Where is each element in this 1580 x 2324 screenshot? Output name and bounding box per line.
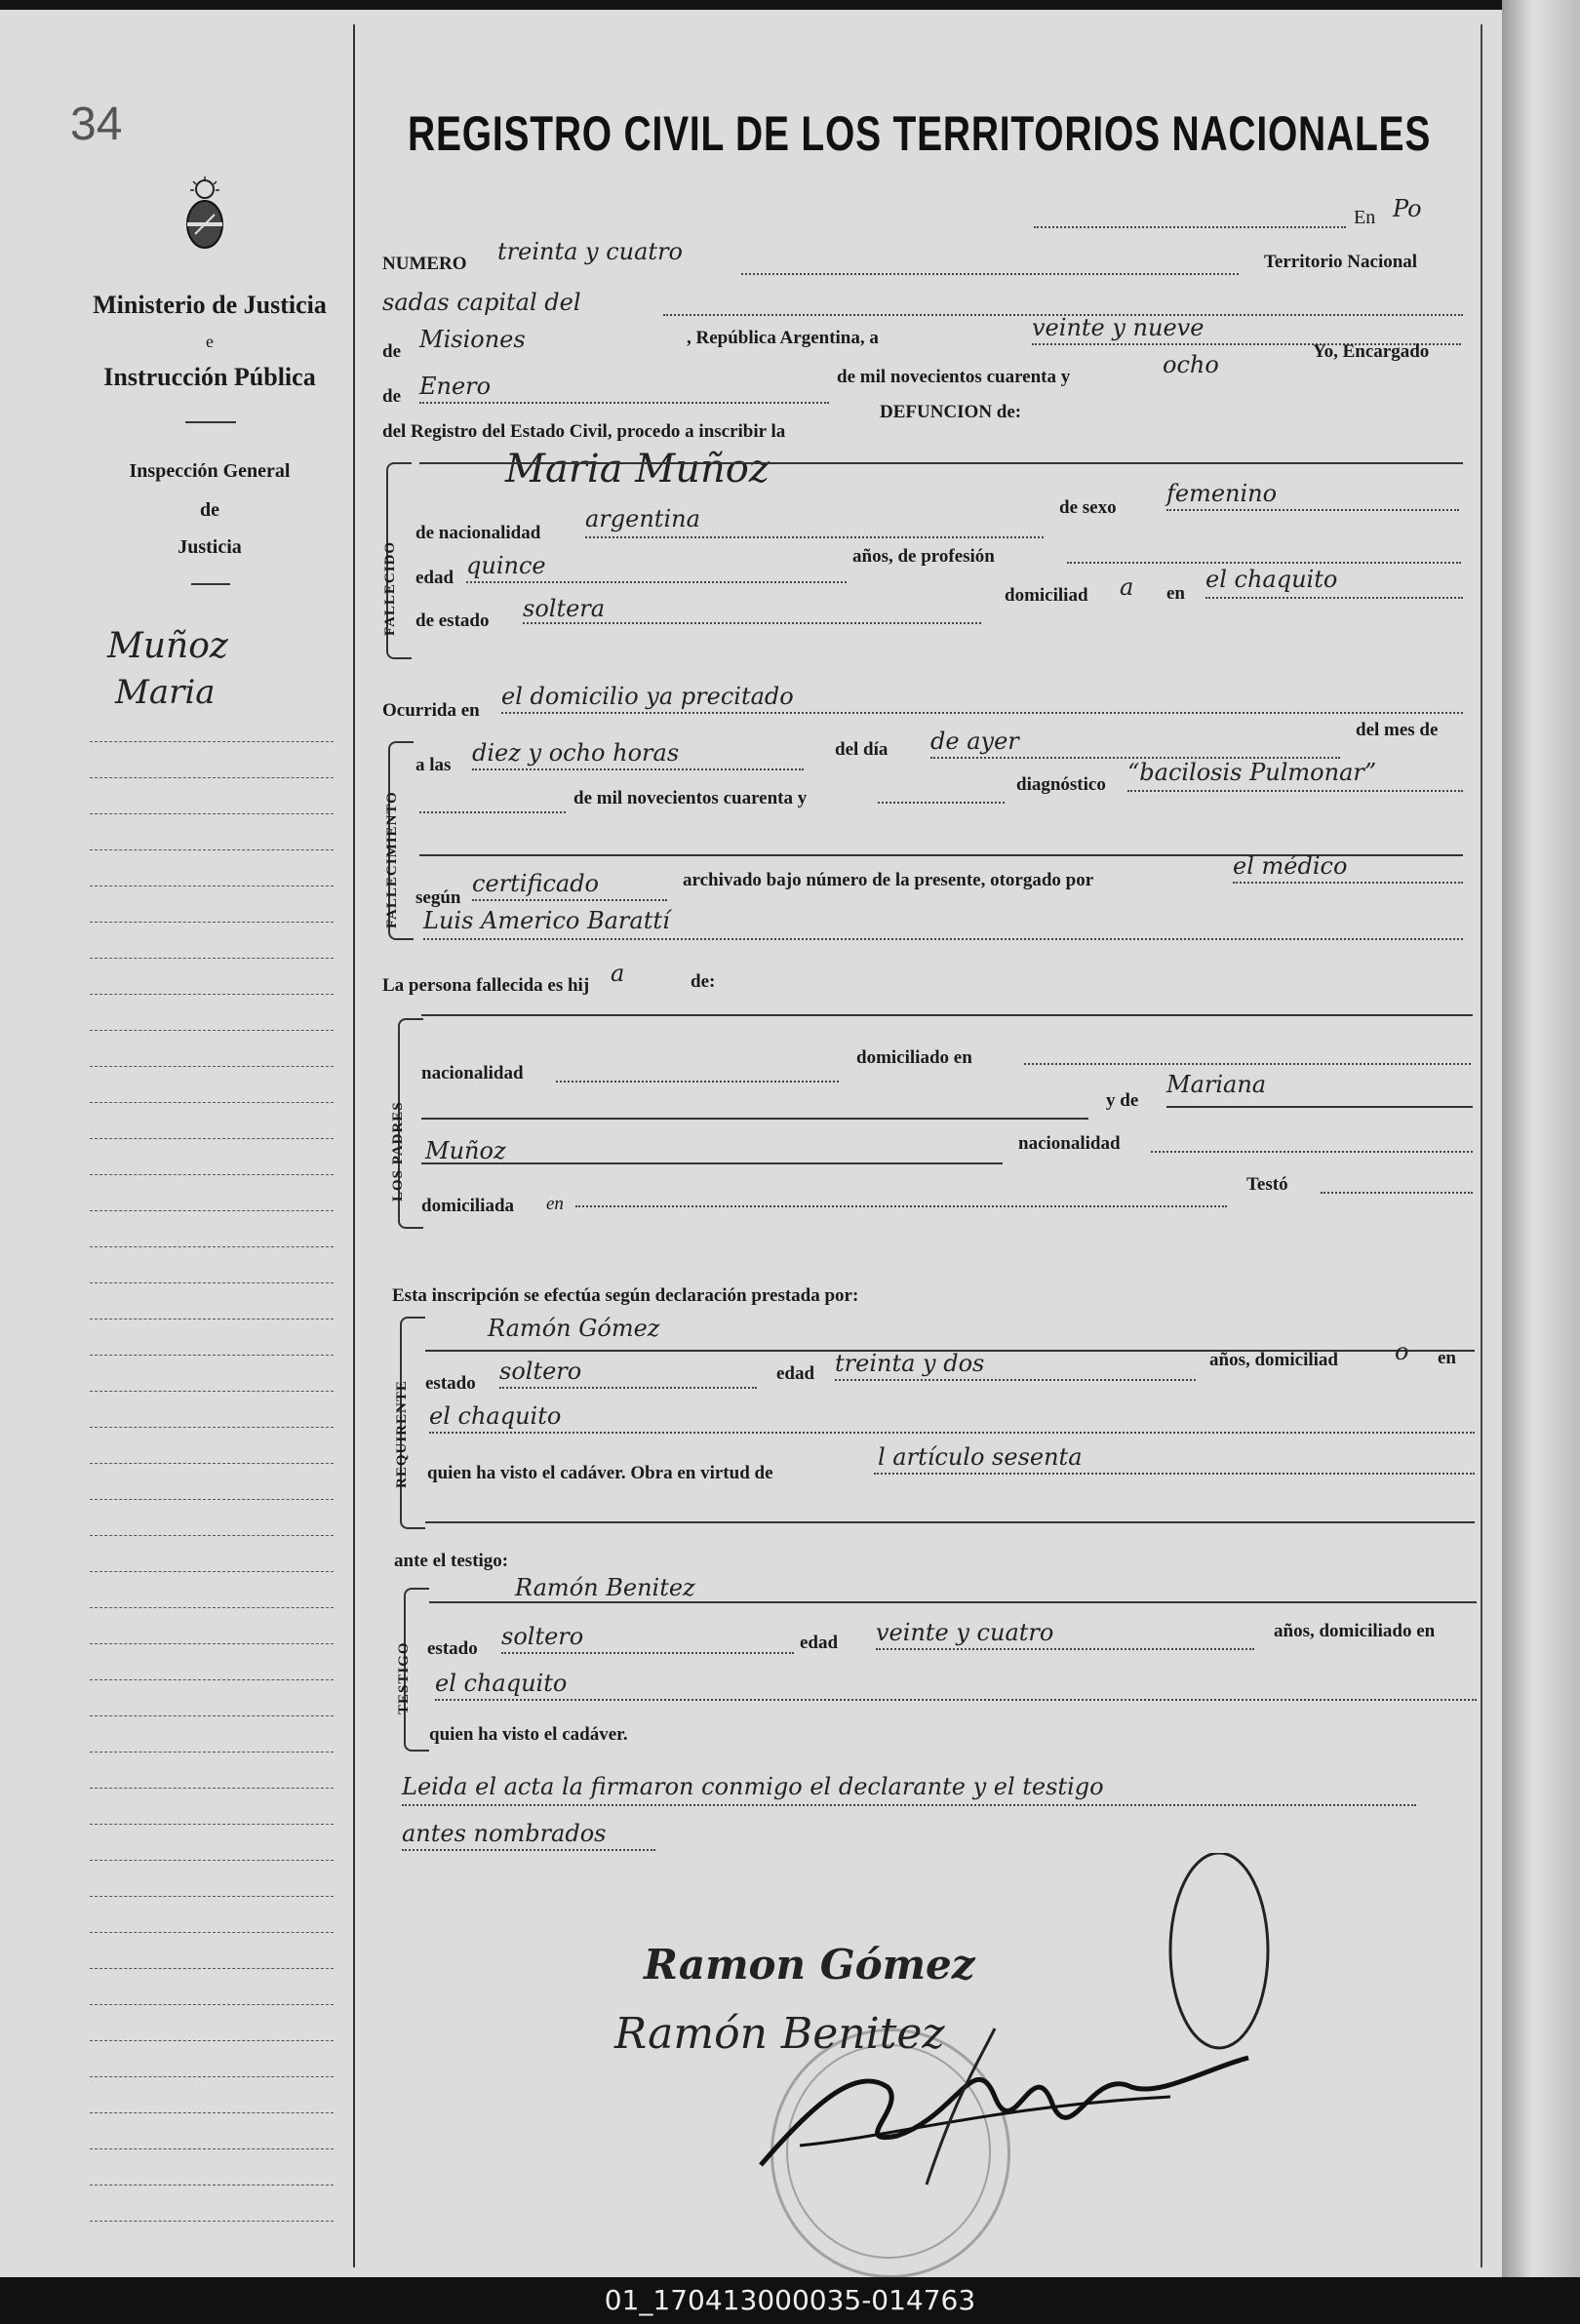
requirente-domicilio: el chaquito: [429, 1402, 562, 1430]
domicilio-value: el chaquito: [1205, 566, 1338, 593]
margin-ruled-line: [90, 958, 334, 959]
sexo-value: femenino: [1166, 480, 1278, 507]
testigo-estado-value: soltero: [501, 1623, 584, 1650]
archivado-label: archivado bajo número de la presente, otorgado por: [683, 870, 1094, 890]
requirente-edad-label: edad: [776, 1363, 815, 1384]
inspection-line-1: Inspección General: [129, 460, 291, 482]
day-value: veinte y nueve: [1032, 314, 1205, 341]
edad-value: quince: [466, 552, 546, 579]
en-value: Po: [1393, 195, 1422, 222]
padres-intro-label: La persona fallecida es hij: [382, 975, 590, 996]
mes-label: del mes de: [1356, 720, 1439, 740]
scan-identifier: 01_170413000035-014763: [604, 2284, 976, 2316]
numero-dots: [741, 273, 1239, 275]
testigo-edad-dots: [876, 1648, 1254, 1650]
margin-note-name: Maria: [115, 673, 216, 712]
registro-label: del Registro del Estado Civil, procedo a inscribir la: [382, 421, 786, 442]
medico-dots: [423, 938, 1463, 940]
margin-ruled-line: [90, 2112, 334, 2113]
requirente-estado-value: soltero: [499, 1358, 582, 1385]
ocurrida-label: Ocurrida en: [382, 700, 480, 721]
domiciliad-label: domiciliad: [1005, 585, 1088, 606]
coat-of-arms-icon: [181, 176, 228, 254]
requirente-anios-value: o: [1395, 1338, 1409, 1365]
requirente-estado-dots: [499, 1387, 757, 1389]
y-de-label: y de: [1106, 1090, 1139, 1111]
horas-dots: [472, 768, 804, 770]
inspection-divider: [191, 583, 230, 585]
defuncion-label: DEFUNCION de:: [880, 402, 1022, 422]
ministry-line-3: Instrucción Pública: [103, 363, 316, 391]
margin-divider: [353, 24, 355, 2267]
margin-ruled-line: [90, 1968, 334, 1969]
month-label: de: [382, 386, 401, 407]
margin-ruled-line: [90, 849, 334, 850]
sexo-dots: [1166, 509, 1459, 511]
padre-domiciliado-label: domiciliado en: [856, 1047, 972, 1068]
domicilio-dots: [1205, 597, 1463, 599]
territory-value: Misiones: [419, 326, 526, 353]
requirente-cadaver-value: l artículo sesenta: [878, 1443, 1083, 1471]
edad-dots: [466, 581, 847, 583]
testigo-intro: ante el testigo:: [394, 1551, 509, 1571]
padres-intro-suffix: de:: [691, 971, 716, 992]
father-name-rule: [421, 1014, 1473, 1016]
margin-ruled-line: [90, 1246, 334, 1247]
testigo-anios-label: años, domiciliado en: [1274, 1621, 1436, 1641]
margin-ruled-line: [90, 777, 334, 778]
margin-ruled-line: [90, 1066, 334, 1067]
requirente-cadaver-dots: [874, 1473, 1475, 1475]
estado-dots: [523, 622, 981, 624]
madre-nacionalidad-dots: [1151, 1151, 1473, 1153]
margin-ruled-line: [90, 1030, 334, 1031]
testigo-estado-label: estado: [427, 1638, 478, 1659]
testigo-section-label: TESTIGO: [396, 1641, 412, 1714]
year-value: ocho: [1163, 351, 1219, 378]
medico-value: Luis Americo Barattí: [423, 907, 670, 934]
edad-label: edad: [415, 568, 454, 588]
requirente-cadaver-label: quien ha visto el cadáver. Obra en virtud de: [427, 1463, 773, 1483]
mother-name-rule: [1166, 1106, 1473, 1108]
dia-label: del día: [835, 739, 889, 760]
margin-ruled-line: [90, 1715, 334, 1716]
dia-value: de ayer: [930, 728, 1019, 755]
margin-ruled-line: [90, 1282, 334, 1283]
book-page-edge: [1502, 0, 1580, 2277]
madre-domiciliada-dots: [575, 1205, 1227, 1207]
requirente-en-label: en: [1438, 1348, 1456, 1368]
ocurrida-value: el domicilio ya precitado: [501, 683, 794, 710]
margin-ruled-line: [90, 1427, 334, 1428]
place-value: sadas capital del: [382, 289, 581, 316]
fallecido-section-label: FALLECIDO: [382, 540, 398, 636]
horas-label: a las: [415, 755, 452, 775]
document-title: REGISTRO CIVIL DE LOS TERRITORIOS NACIONALES: [408, 106, 1432, 161]
page-number: 34: [70, 98, 123, 150]
deceased-name: Maria Muñoz: [505, 447, 770, 492]
requirente-edad-value: treinta y dos: [835, 1350, 985, 1377]
anio-dots: [878, 802, 1005, 804]
ocurrida-dots: [501, 712, 1463, 714]
padres-intro-value: a: [611, 960, 625, 987]
segun-dots: [472, 899, 667, 901]
month-dots: [419, 402, 829, 404]
testigo-edad-label: edad: [800, 1633, 839, 1653]
margin-ruled-line: [90, 1607, 334, 1608]
madre-nacionalidad-label: nacionalidad: [1018, 1133, 1121, 1154]
margin-ruled-line: [90, 1174, 334, 1175]
mes-dots: [419, 811, 566, 813]
signature-requirente: Ramon Gómez: [644, 1941, 975, 1989]
domiciliad-value: a: [1120, 573, 1134, 601]
margin-ruled-line: [90, 813, 334, 814]
margin-ruled-line: [90, 2076, 334, 2077]
signature-testigo: Ramón Benitez: [614, 2009, 945, 2059]
registrar-signature: [702, 1853, 1287, 2204]
nacionalidad-dots: [585, 536, 1044, 538]
de-label: de: [382, 341, 401, 362]
margin-ruled-line: [90, 1138, 334, 1139]
numero-value: treinta y cuatro: [497, 238, 683, 265]
diagnostico-value: “bacilosis Pulmonar”: [1127, 759, 1377, 786]
anio-label: de mil novecientos cuarenta y: [573, 788, 808, 808]
margin-ruled-line: [90, 2004, 334, 2005]
right-border: [1481, 24, 1482, 2267]
closing-line-2: antes nombrados: [402, 1820, 607, 1847]
margin-ruled-line: [90, 1788, 334, 1789]
closing-line-1: Leida el acta la firmaron conmigo el declarante y el testigo: [402, 1773, 1104, 1800]
padre-nacionalidad-label: nacionalidad: [421, 1063, 524, 1083]
horas-value: diez y ocho horas: [472, 739, 680, 767]
profesion-dots: [1067, 562, 1461, 564]
madre-domiciliada-label: domiciliada: [421, 1196, 515, 1216]
margin-ruled-line: [90, 1319, 334, 1320]
ministry-line-1: Ministerio de Justicia: [93, 291, 327, 319]
padre-domiciliado-dots: [1024, 1063, 1471, 1065]
profesion-label: años, de profesión: [852, 546, 995, 567]
margin-ruled-line: [90, 1463, 334, 1464]
margin-ruled-line: [90, 1824, 334, 1825]
requirente-name: Ramón Gómez: [488, 1315, 660, 1342]
month-value: Enero: [419, 373, 492, 400]
segun-value: certificado: [472, 870, 600, 897]
testigo-domicilio: el chaquito: [435, 1670, 568, 1697]
margin-ruled-line: [90, 1571, 334, 1572]
mother-surname-rule: [421, 1162, 1003, 1164]
requirente-anios-label: años, domiciliad: [1209, 1350, 1338, 1370]
margin-ruled-line: [90, 1535, 334, 1536]
header-dots: [1034, 226, 1346, 228]
padres-section-label: LOS PADRES: [390, 1101, 406, 1201]
margin-ruled-line: [90, 1499, 334, 1500]
inspection-line-2: de: [200, 499, 219, 521]
republica-label: , República Argentina, a: [687, 328, 879, 348]
requirente-intro: Esta inscripción se efectúa según declaración prestada por:: [392, 1285, 859, 1306]
testigo-cadaver-label: quien ha visto el cadáver.: [429, 1724, 628, 1745]
padre-nacionalidad-dots: [556, 1081, 839, 1083]
otorgado-dots: [1233, 882, 1463, 884]
deceased-name-rule: [419, 462, 1463, 464]
margin-ruled-line: [90, 2185, 334, 2186]
margin-ruled-line: [90, 2040, 334, 2041]
margin-ruled-line: [90, 1752, 334, 1753]
year-label: de mil novecientos cuarenta y: [837, 367, 1071, 387]
testigo-estado-dots: [501, 1652, 794, 1654]
nacionalidad-label: de nacionalidad: [415, 523, 541, 543]
margin-ruled-line: [90, 1102, 334, 1103]
ministry-line-2: e: [206, 332, 214, 351]
madre-domiciliada-value: en: [546, 1194, 564, 1214]
requirente-edad-dots: [835, 1379, 1196, 1381]
mother-name: Mariana: [1166, 1071, 1267, 1098]
en-label: En: [1354, 207, 1376, 228]
margin-ruled-line: [90, 2221, 334, 2222]
estado-value: soltera: [523, 595, 606, 622]
margin-ruled-line: [90, 2148, 334, 2149]
margin-ruled-line: [90, 1896, 334, 1897]
requirente-section-label: REQUIRENTE: [394, 1380, 410, 1488]
segun-label: según: [415, 887, 461, 908]
requirente-end-rule: [425, 1521, 1475, 1523]
margin-ruled-line: [90, 1679, 334, 1680]
testigo-edad-value: veinte y cuatro: [876, 1619, 1054, 1646]
estado-label: de estado: [415, 611, 490, 631]
requirente-estado-label: estado: [425, 1373, 476, 1394]
margin-ruled-line: [90, 1860, 334, 1861]
margin-ruled-line: [90, 1355, 334, 1356]
testigo-name-rule: [429, 1601, 1477, 1603]
diagnostico-dots: [1127, 790, 1463, 792]
margin-ruled-line: [90, 1643, 334, 1644]
mother-surname: Muñoz: [425, 1137, 506, 1164]
testo-dots: [1321, 1192, 1473, 1194]
margin-ruled-line: [90, 741, 334, 742]
closing-dots-2: [402, 1849, 655, 1851]
margin-ruled-line: [90, 994, 334, 995]
margin-ruled-line: [90, 1932, 334, 1933]
testo-label: Testó: [1246, 1174, 1288, 1195]
testigo-name: Ramón Benitez: [515, 1574, 695, 1601]
margin-ruled-line: [90, 922, 334, 923]
inspection-line-3: Justicia: [178, 536, 242, 558]
closing-dots-1: [402, 1804, 1416, 1806]
territorio-label: Territorio Nacional: [1264, 252, 1418, 272]
father-address-rule: [421, 1118, 1088, 1120]
fallecimiento-section-label: FALLECIMIENTO: [384, 791, 400, 928]
otorgado-value: el médico: [1233, 852, 1348, 880]
margin-ruled-line: [90, 1210, 334, 1211]
diagnostico-label: diagnóstico: [1016, 774, 1106, 795]
testigo-domicilio-dots: [435, 1699, 1477, 1701]
margin-ruled-line: [90, 1391, 334, 1392]
sexo-label: de sexo: [1059, 497, 1117, 518]
nacionalidad-value: argentina: [585, 505, 700, 532]
margin-note-surname: Muñoz: [107, 626, 228, 666]
yo-label: Yo, Encargado: [1313, 341, 1430, 362]
ministry-divider: [185, 421, 236, 423]
numero-label: NUMERO: [382, 254, 467, 274]
requirente-domicilio-dots: [429, 1432, 1475, 1434]
domicilio-en-label: en: [1166, 583, 1185, 604]
